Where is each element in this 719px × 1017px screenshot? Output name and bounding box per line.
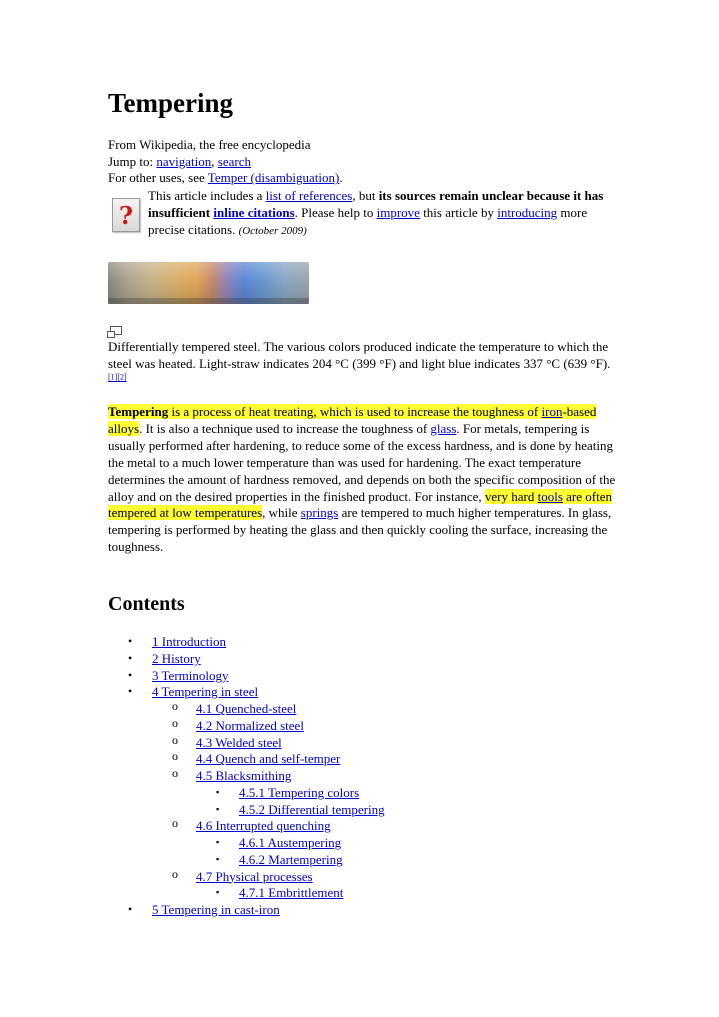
enlarge-icon[interactable]	[110, 326, 122, 335]
toc-bullet: o	[172, 732, 178, 747]
toc-bullet: ▪	[216, 837, 220, 847]
toc-item[interactable]: 1 Introduction	[152, 634, 227, 649]
tools-link[interactable]: tools	[537, 488, 563, 504]
improve-link[interactable]: improve	[376, 205, 420, 220]
page-title: Tempering	[108, 88, 234, 118]
toc-bullet: •	[128, 650, 133, 665]
toc-item[interactable]: 4.5.1 Tempering colors	[239, 784, 360, 800]
toc-item[interactable]: 4.6.1 Austempering	[239, 835, 342, 850]
question-icon: ?	[112, 198, 140, 232]
toc-item[interactable]: 4.7 Physical processes	[196, 868, 313, 884]
jump-to: Jump to: navigation, search	[108, 153, 251, 169]
toc-bullet: o	[172, 699, 178, 713]
iron-link[interactable]: iron	[541, 404, 563, 419]
citation-notice	[110, 187, 620, 237]
toc-bullet: •	[128, 684, 133, 699]
introducing-link[interactable]: introducing	[497, 205, 558, 220]
glass-link[interactable]: glass	[430, 420, 457, 436]
toc-bullet: •	[128, 667, 133, 682]
toc-item[interactable]: 4 Tempering in steel	[152, 684, 259, 700]
tagline: From Wikipedia, the free encyclopedia	[108, 137, 311, 152]
toc-bullet: o	[172, 766, 178, 780]
intro-paragraph: Tempering is a process of heat treating, which is used to increase the toughness of iron-based alloys. It is also a technique used to increase the toughness of glass. For metals, tempering is usually performed after hardening, to reduce some of the excess hardness, and is done by heating the metal to a much lower temperature than was used for hardening. The exact temperature determines the amount of hardness removed, and depends on both the specific composition of the alloy and on the desired properties in the finished product. For instance, very hard tools are often tempered at low temperatures, while springs are tempered to much higher temperatures. In glass, tempering is performed by heating the glass and then quickly cooling the surface, increasing the toughness.	[108, 404, 616, 555]
toc-item[interactable]: 4.3 Welded steel	[196, 734, 282, 750]
toc-bullet: o	[172, 749, 178, 764]
caption-ref-link[interactable]: [1][2]	[108, 372, 127, 382]
image-shadow	[108, 298, 309, 304]
toc-bullet: ▪	[216, 853, 220, 864]
inline-citations-link[interactable]: inline citations	[213, 205, 295, 220]
toc-item[interactable]: 3 Terminology	[152, 667, 229, 683]
notice-date: (October 2009)	[238, 225, 307, 237]
toc-item[interactable]: 4.5 Blacksmithing	[196, 768, 292, 783]
disambiguation-link[interactable]: Temper (disambiguation)	[207, 170, 340, 186]
notice-text: This article includes a list of references, but its sources remain unclear because it has insufficient inline citations. Please help to improve this article by introducing more precise citations. (October 2009)	[148, 188, 604, 237]
toc-item[interactable]: 5 Tempering in cast-iron	[152, 902, 280, 917]
jump-navigation-link[interactable]: navigation	[156, 153, 212, 169]
springs-link[interactable]: springs	[300, 505, 339, 521]
toc-bullet: ▪	[216, 803, 220, 814]
toc-bullet: •	[128, 902, 133, 916]
toc-item[interactable]: 4.1 Quenched-steel	[196, 701, 297, 716]
article-meta	[108, 137, 343, 187]
toc-item[interactable]: 4.4 Quench and self-temper	[196, 751, 341, 767]
toc-item[interactable]: 4.6.2 Martempering	[239, 851, 343, 867]
toc-bullet: •	[128, 634, 133, 648]
list-of-references-link[interactable]: list of references	[265, 188, 353, 203]
toc-item[interactable]: 4.7.1 Embrittlement	[239, 885, 344, 901]
contents-heading: Contents	[108, 593, 185, 615]
toc-item[interactable]: 4.6 Interrupted quenching	[196, 818, 331, 834]
image-caption: Differentially tempered steel. The various colors produced indicate the temperature to which the steel was heated. Light-straw indicates 204 °C (399 °F) and light blue indicates 337 °C (639 °F).[1][2]	[108, 339, 611, 382]
hatnote: For other uses, see Temper (disambiguation).	[108, 170, 343, 186]
toc-item[interactable]: 4.5.2 Differential tempering	[239, 801, 385, 817]
jump-search-link[interactable]: search	[217, 153, 251, 169]
toc-bullet: o	[172, 816, 178, 831]
toc-bullet: o	[172, 715, 178, 730]
toc-bullet: ▪	[216, 887, 220, 898]
toc-bullet: o	[172, 866, 178, 881]
toc-bullet: ▪	[216, 786, 220, 797]
toc-item[interactable]: 4.2 Normalized steel	[196, 717, 304, 733]
toc-item[interactable]: 2 History	[152, 650, 201, 666]
